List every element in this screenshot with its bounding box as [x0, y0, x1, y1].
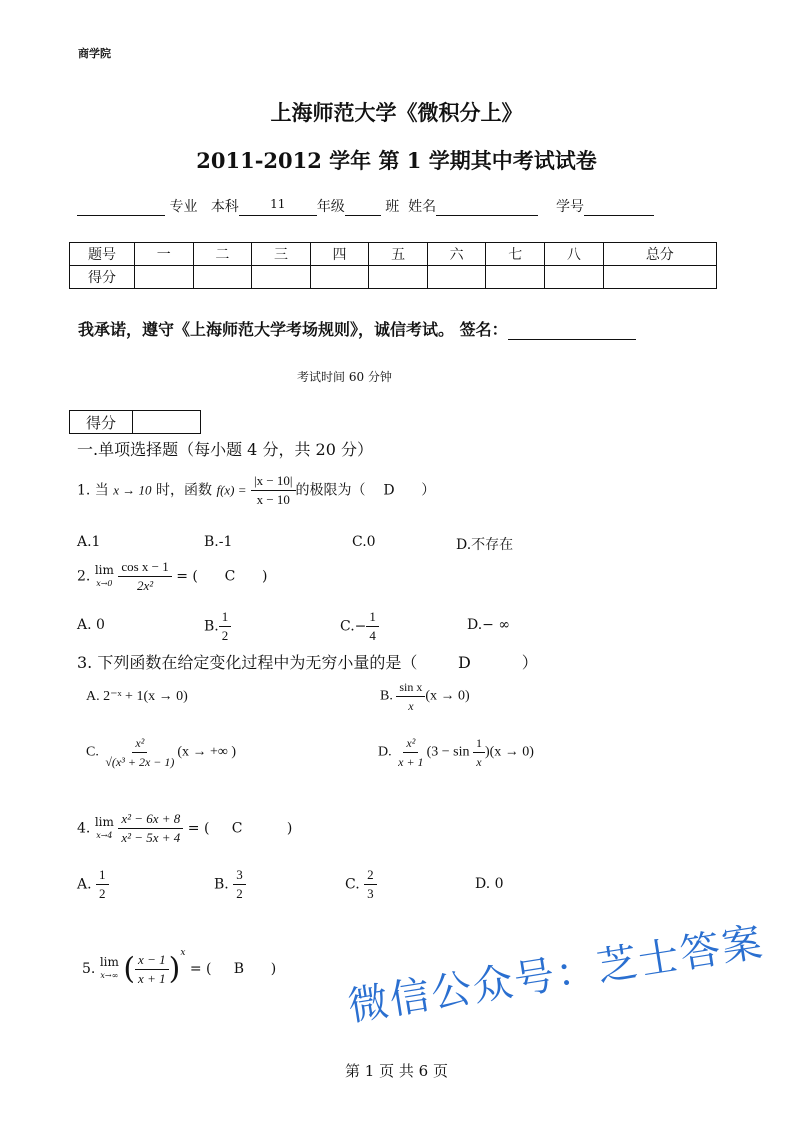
question-5: 5. lim x→∞ ( $\frac{x - 1}{x + 1}$ )$^x$ = ( B ): [82, 948, 277, 987]
name-blank[interactable]: [436, 197, 538, 216]
header-cell: 五: [369, 243, 428, 266]
grade-value[interactable]: 11: [239, 197, 317, 216]
major-blank[interactable]: [77, 197, 165, 216]
score-cell[interactable]: [545, 266, 604, 289]
q4-fraction: $\frac{\text{x² − 6x + 8}}{\text{x² − 5x + 4}}$: [118, 810, 183, 847]
score-cell[interactable]: [603, 266, 716, 289]
header-cell: 二: [193, 243, 252, 266]
score-cell[interactable]: [427, 266, 486, 289]
q3-answer: D: [458, 653, 471, 672]
score-table-header-row: [70, 243, 717, 266]
title-line-2: 2011-2012 学年 第 1 学期其中考试试卷: [196, 148, 597, 173]
q5-answer: B: [233, 961, 245, 977]
grade-label: 年级: [316, 199, 345, 215]
id-label: 学号: [555, 199, 584, 215]
question-2: 2. lim x→0 $\frac{\text{cos x − 1}}{\text{2x²}}$ = ( C ): [77, 559, 268, 593]
signature-blank[interactable]: [508, 321, 636, 340]
page-footer: 第 1 页 共 6 页: [345, 1062, 448, 1080]
q4-option-d: D. 0: [475, 876, 504, 892]
title-line-1: 上海师范大学《微积分上》: [270, 100, 523, 125]
q3-option-b: B. $\frac{\text{sin x}}{x}$ (x → 0): [380, 680, 470, 713]
section-score-label: 得分: [70, 411, 133, 434]
header-cell: 一: [135, 243, 194, 266]
score-cell[interactable]: [369, 266, 428, 289]
class-blank[interactable]: [345, 197, 381, 216]
q1-fraction: $\frac{|x - 10|}{x - 10}$: [251, 472, 296, 509]
q1-option-a: A.1: [77, 534, 101, 550]
q2-answer: C: [224, 568, 236, 585]
school-label: 商学院: [78, 47, 111, 60]
score-cell[interactable]: [252, 266, 311, 289]
score-table-score-row: [70, 266, 717, 289]
question-1: 1. 当 x → 10 时，函数 f(x) = $\frac{|x - 10|}{x - 10}$ 的极限为（ D ）: [77, 473, 436, 507]
id-blank[interactable]: [584, 197, 654, 216]
q1-option-c: C.0: [352, 534, 376, 550]
student-info-line: [77, 196, 654, 216]
name-label: 姓名: [408, 199, 437, 215]
q3-option-d: D. $\frac{\text{x²}}{x + 1}$ (3 − sin $\frac{1}{x}$ )(x → 0): [378, 736, 534, 769]
q4-option-a: A. $\frac{1}{2}$: [77, 866, 109, 903]
score-cell[interactable]: [193, 266, 252, 289]
q4-option-b: B. $\frac{3}{2}$: [214, 866, 246, 903]
score-row-label: 得分: [70, 266, 135, 289]
score-cell[interactable]: [310, 266, 369, 289]
header-cell: 七: [486, 243, 545, 266]
question-4: 4. lim x→4 $\frac{\text{x² − 6x + 8}}{\text{x² − 5x + 4}}$ = ( C ): [77, 811, 293, 845]
score-cell[interactable]: [486, 266, 545, 289]
q2-option-a: A. 0: [77, 617, 105, 633]
score-table: [69, 242, 717, 289]
honesty-pledge: [78, 317, 636, 340]
score-cell[interactable]: [135, 266, 194, 289]
q3-option-a: A. 2⁻ˣ + 1(x → 0): [86, 689, 188, 704]
q5-fraction: $\frac{x - 1}{x + 1}$: [135, 951, 169, 988]
class-label: 班: [385, 199, 400, 215]
section-score-box: [69, 410, 201, 434]
q2-option-b: B. $\frac{1}{2}$: [204, 608, 231, 645]
q4-option-c: C. $\frac{2}{3}$: [345, 866, 377, 903]
header-cell: 题号: [70, 243, 135, 266]
q1-answer: D: [383, 482, 395, 499]
watermark-text: 微信公众号：芝士答案: [345, 919, 768, 1031]
q2-fraction: $\frac{\text{cos x − 1}}{\text{2x²}}$: [118, 558, 171, 595]
major-label: 专业: [169, 199, 198, 215]
header-cell: 六: [427, 243, 486, 266]
section-heading: 一.单项选择题（每小题 4 分，共 20 分）: [77, 440, 373, 459]
header-cell: 总分: [603, 243, 716, 266]
q3-option-c: C. $\frac{\text{x²}}{\text{√(x³ + 2x − 1)}}$ (x → +∞ ): [86, 736, 237, 769]
q2-option-c: C.− $\frac{1}{4}$: [340, 608, 379, 645]
section-score-cell[interactable]: [133, 411, 201, 434]
exam-time: 考试时间 60 分钟: [297, 370, 392, 384]
q2-option-d: D.− ∞: [467, 617, 511, 633]
header-cell: 四: [310, 243, 369, 266]
pledge-text: 我承诺，遵守《上海师范大学考场规则》，诚信考试。 签名：: [78, 320, 508, 339]
question-3: 3. 下列函数在给定变化过程中为无穷小量的是（ D ）: [77, 653, 538, 672]
level-label: 本科: [210, 199, 239, 215]
header-cell: 八: [545, 243, 604, 266]
q4-answer: C: [231, 820, 243, 837]
q1-option-b: B.-1: [204, 534, 233, 550]
header-cell: 三: [252, 243, 311, 266]
q1-option-d: D.不存在: [456, 537, 514, 553]
